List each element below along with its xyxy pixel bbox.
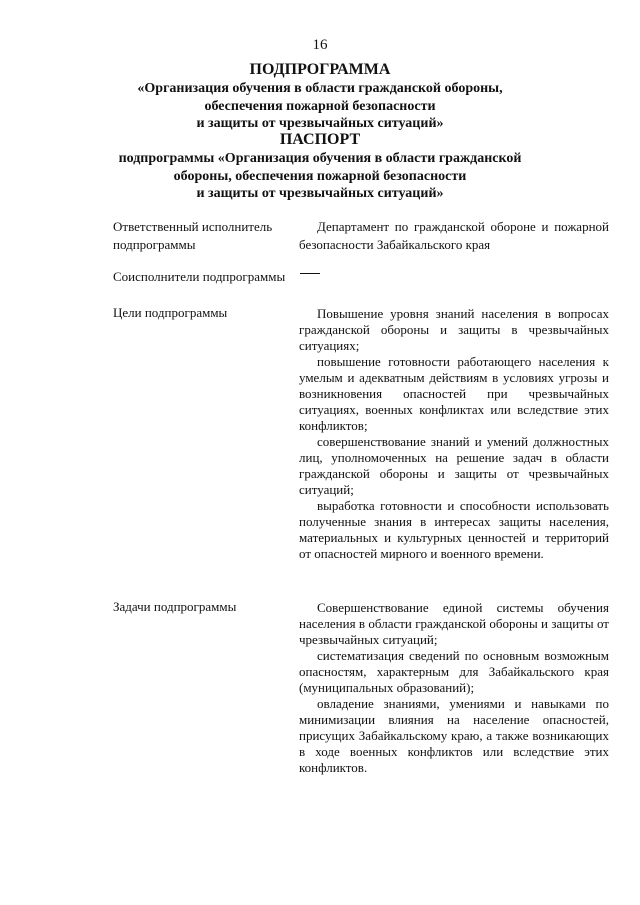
goal-item: Повышение уровня знаний населения в вопросах гражданской обороны и защиты в чрезвычайных ситуациях;	[299, 306, 609, 353]
passport-subtitle-line: подпрограммы «Организация обучения в области гражданской	[118, 151, 522, 166]
page-number: 16	[312, 37, 328, 53]
tasks-list	[299, 600, 609, 776]
subtitle-line: «Организация обучения в области гражданской обороны,	[137, 81, 503, 96]
co-executors-dash	[300, 273, 320, 274]
tasks-label: Задачи подпрограммы	[113, 599, 237, 614]
task-item: Совершенствование единой системы обучения населения в области гражданской обороны и защиты от чрезвычайных ситуаций;	[299, 600, 609, 647]
passport-subtitle-line: и защиты от чрезвычайных ситуаций»	[196, 186, 444, 201]
responsible-text: Департамент по гражданской обороне и пожарной безопасности Забайкальского края	[299, 219, 609, 252]
title-text: ПОДПРОГРАММА	[249, 61, 391, 78]
subtitle-line: и защиты от чрезвычайных ситуаций»	[196, 116, 444, 131]
subtitle-line: обеспечения пожарной безопасности	[204, 98, 436, 114]
responsible-value	[299, 218, 609, 254]
goals-list	[299, 306, 609, 562]
goal-item: совершенствование знаний и умений должностных лиц, уполномоченных на решение задач в области гражданской обороны и защиты от чрезвычайных ситуаций;	[299, 434, 609, 497]
co-executors-label: Соисполнители подпрограммы	[113, 269, 286, 284]
passport-subtitle-line: обороны, обеспечения пожарной безопасности	[173, 168, 467, 184]
task-item: овладение знаниями, умениями и навыками по минимизации влияния на население опасностей, присущих Забайкальскому краю, а также возникающих в ходе военных конфликтов или вследствие этих конфликтов.	[299, 696, 609, 775]
passport-text: ПАСПОРТ	[279, 131, 361, 148]
task-item: систематизация сведений по основным возможным опасностям, характерным для Забайкальского края (муниципальных образований);	[299, 648, 609, 695]
responsible-label: Ответственный исполнитель подпрограммы	[113, 219, 273, 252]
goal-item: повышение готовности работающего населения к умелым и адекватным действиям в условиях угрозы и возникновения опасностей при чрезвычайных ситуациях, военных конфликтах или вследствие этих конфликтов;	[299, 354, 609, 433]
goal-item: выработка готовности и способности использовать полученные знания в интересах защиты населения, материальных и культурных ценностей и территорий от опасностей мирного и военного времени.	[299, 498, 609, 561]
goals-label: Цели подпрограммы	[113, 305, 228, 320]
